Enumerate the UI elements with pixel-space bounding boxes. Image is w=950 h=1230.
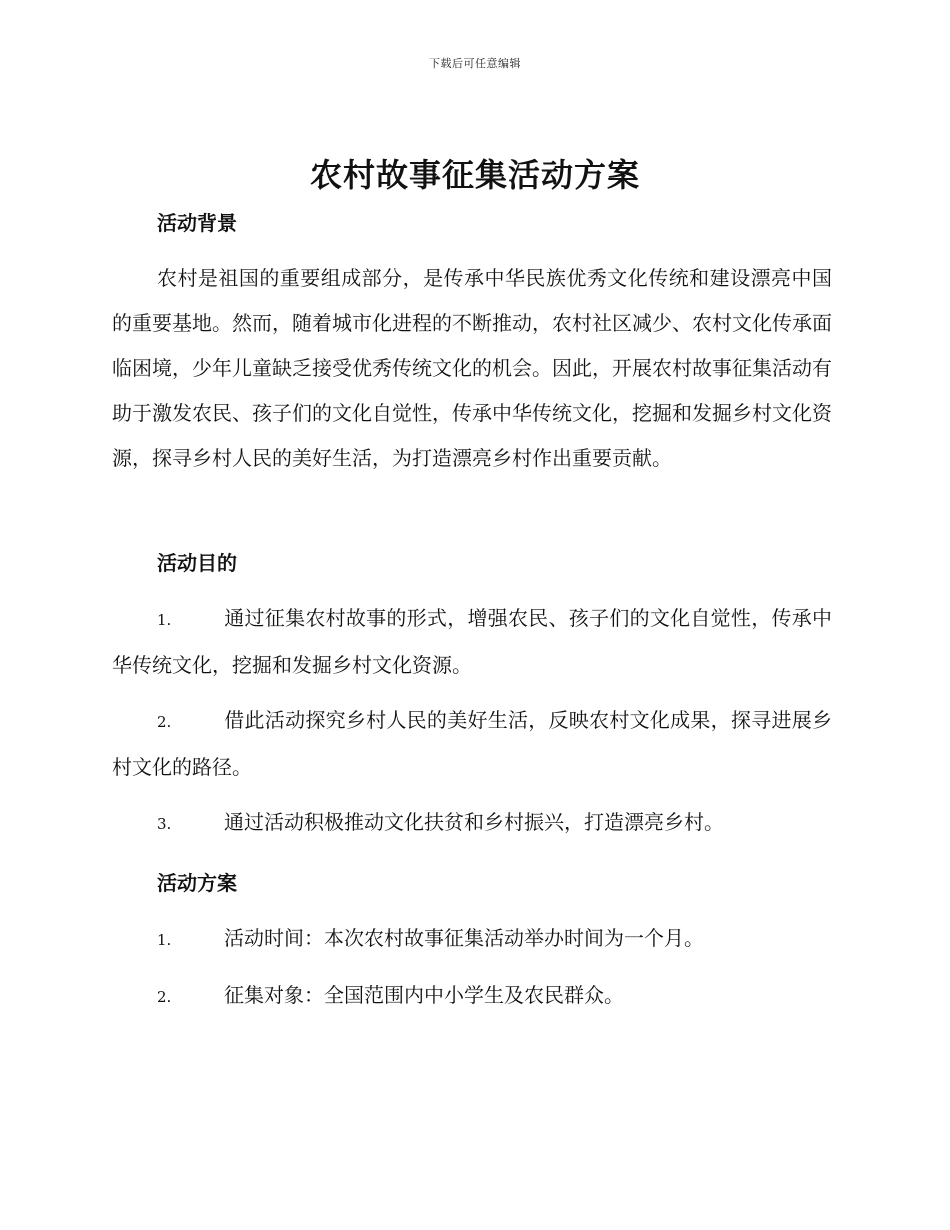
plan-item-2 xyxy=(112,973,832,1020)
list-text: 通过活动积极推动文化扶贫和乡村振兴，打造漂亮乡村。 xyxy=(224,810,724,834)
list-text: 征集对象：全国范围内中小学生及农民群众。 xyxy=(224,983,624,1007)
list-number: 3. xyxy=(157,815,172,833)
list-text: 活动时间：本次农村故事征集活动举办时间为一个月。 xyxy=(224,926,704,950)
plan-item-1 xyxy=(112,916,832,963)
document-title: 农村故事征集活动方案 xyxy=(309,156,640,194)
section-heading-plan: 活动方案 xyxy=(157,871,237,895)
list-number: 2. xyxy=(157,988,172,1006)
list-number: 1. xyxy=(157,611,172,629)
list-text: 通过征集农村故事的形式，增强农民、孩子们的文化自觉性，传承中华传统文化，挖掘和发掘乡村文化资源。 xyxy=(112,606,832,677)
background-paragraph: 农村是祖国的重要组成部分，是传承中华民族优秀文化传统和建设漂亮中国的重要基地。然而，随着城市化进程的不断推动，农村社区减少、农村文化传承面临困境，少年儿童缺乏接受优秀传统文化的机会。因此，开展农村故事征集活动有助于激发农民、孩子们的文化自觉性，传承中华传统文化，挖掘和发掘乡村文化资源，探寻乡村人民的美好生活，为打造漂亮乡村作出重要贡献。 xyxy=(112,266,832,470)
list-text: 借此活动探究乡村人民的美好生活，反映农村文化成果，探寻进展乡村文化的路径。 xyxy=(112,708,832,779)
list-number: 2. xyxy=(157,713,172,731)
header-note: 下载后可任意编辑 xyxy=(429,57,521,70)
section-heading-background: 活动背景 xyxy=(157,211,237,235)
section-heading-purpose: 活动目的 xyxy=(157,551,237,575)
purpose-item-2 xyxy=(112,698,832,790)
purpose-item-3 xyxy=(112,800,832,847)
list-number: 1. xyxy=(157,931,172,949)
purpose-item-1 xyxy=(112,596,832,688)
